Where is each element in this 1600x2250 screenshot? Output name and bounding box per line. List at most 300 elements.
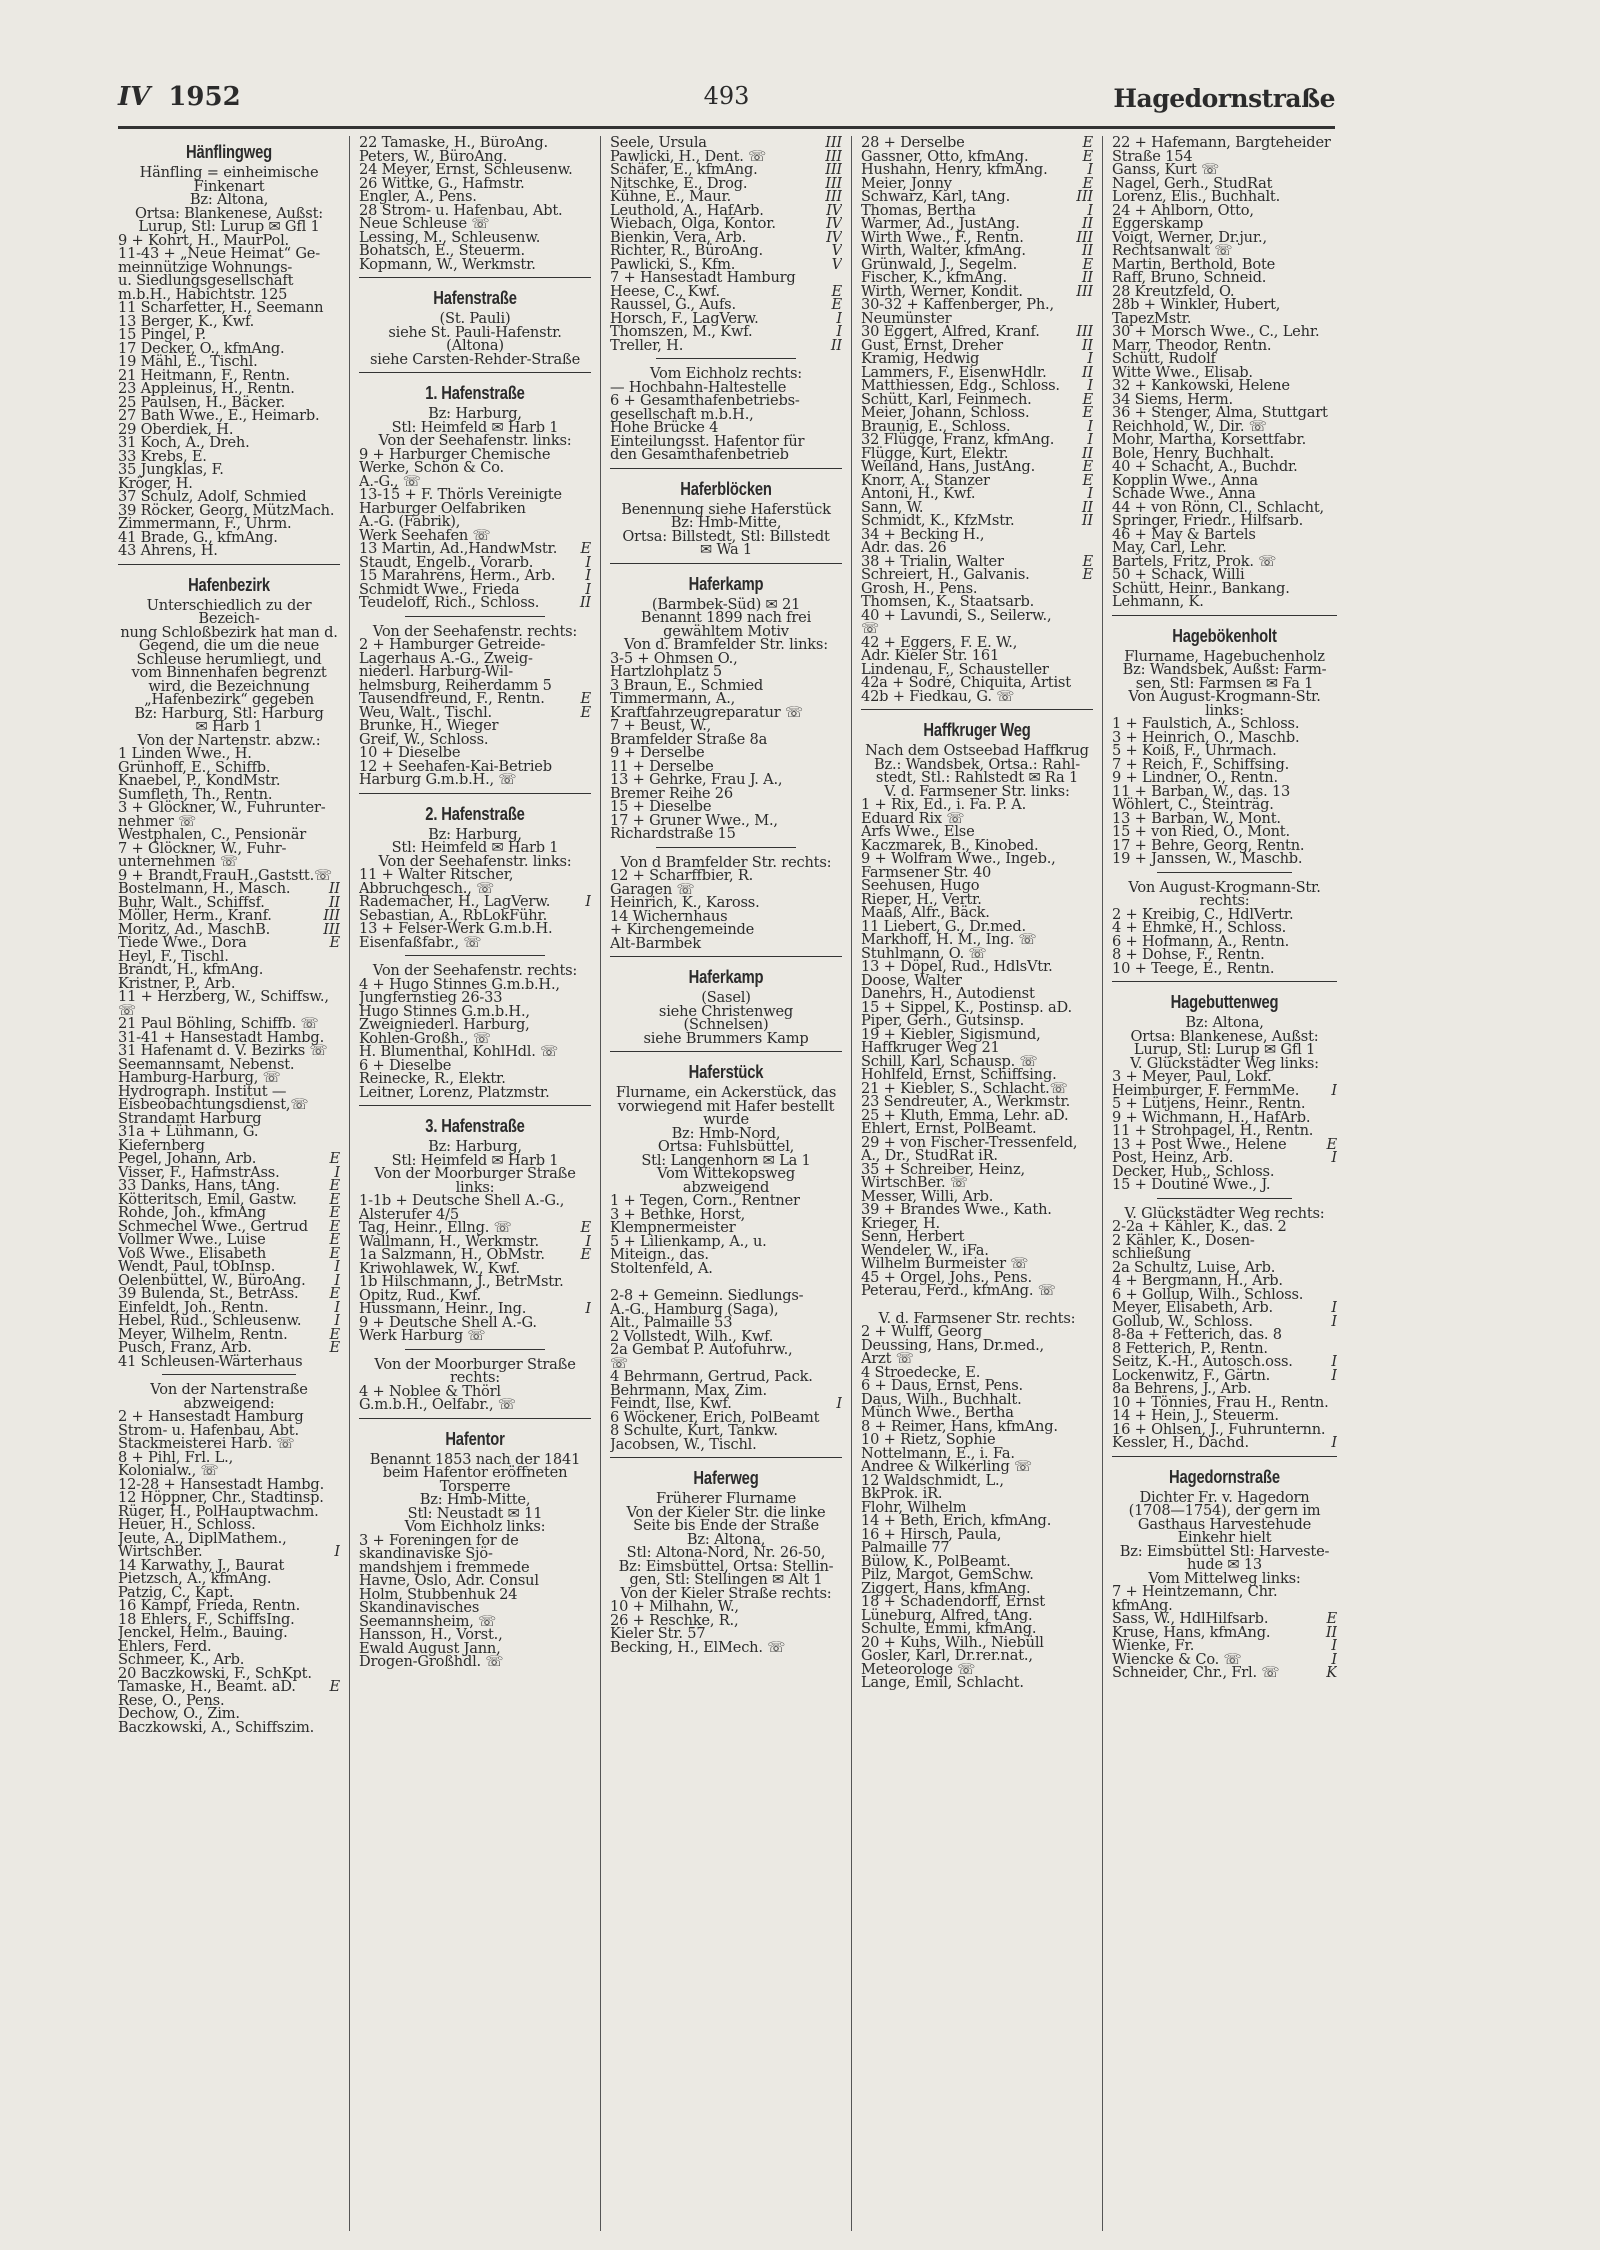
entry-text: 13 + Felser-Werk G.m.b.H. <box>359 920 553 937</box>
entry-text: Schmechel Wwe., Gertrud <box>118 1217 308 1235</box>
floor-marker: II <box>830 336 842 354</box>
entry-text: 13 + Barban, W., Mont. <box>1112 809 1281 827</box>
entry-text: Grosh, H., Pens. <box>861 579 978 597</box>
floor-marker: I <box>334 1543 340 1560</box>
entry-text: Bramfelder Straße 8a <box>610 730 768 748</box>
street-note: Hänfling = einheimische <box>139 164 319 181</box>
floor-marker: I <box>836 309 842 327</box>
street-heading: Haferkamp <box>688 573 764 594</box>
entry-text: Mohr, Martha, Korsettfabr. <box>1112 431 1307 448</box>
entry-text: gesellschaft m.b.H., <box>610 405 754 423</box>
street-note: (Sasel) <box>701 989 751 1006</box>
entry-text: 23 Appleinus, H., Rentn. <box>118 380 295 397</box>
entry-text: 22 + Hafemann, Bargteheider <box>1112 136 1331 151</box>
entry-text: Baczkowski, A., Schiffszim. <box>118 1718 315 1736</box>
street-note: Ortsa: Blankenese, Außst: <box>1130 1027 1319 1045</box>
section-rule <box>1112 981 1337 982</box>
entry-text: Bole, Henry, Buchhalt. <box>1112 444 1274 462</box>
street-heading: Haferstück <box>688 1062 764 1082</box>
entry-text: Kramig, Hedwig <box>861 350 980 367</box>
entry-text: Sann, W. <box>861 498 924 516</box>
entry-text: 1b Hilschmann, J., BetrMstr. <box>359 1273 564 1290</box>
floor-marker: E <box>1082 390 1093 408</box>
floor-marker: I <box>1087 377 1093 394</box>
entry-text: Andree & Wilkerling ☏ <box>861 1458 1033 1475</box>
entry-text: 28 Kreutzfeld, O. <box>1112 282 1235 300</box>
entry-text: 8 Fetterich, P., Rentn. <box>1112 1339 1268 1357</box>
entry-text: Heimburger, F. FernmMe. <box>1112 1081 1300 1099</box>
entry-text: Wiencke & Co. ☏ <box>1112 1650 1242 1668</box>
section-rule <box>610 468 842 469</box>
street-note: Früherer Flurname <box>655 1490 797 1507</box>
floor-marker: I <box>1331 1312 1337 1330</box>
entry-text: 24 Meyer, Ernst, Schleusenw. <box>359 161 573 178</box>
entry-text: 15 + von Ried, O., Mont. <box>1112 823 1290 840</box>
entry-text: Richardstraße 15 <box>610 825 736 842</box>
floor-marker: III <box>323 907 340 924</box>
street-note: nung Schloßbezirk hat man d. <box>120 623 338 641</box>
entry-text: 35 Jungklas, F. <box>118 461 224 478</box>
entry-text: Lockenwitz, F., Gärtn. <box>1112 1366 1271 1384</box>
entry-text: 46 + May & Bartels <box>1112 525 1256 543</box>
entry-text: Adr. das. 26 <box>861 539 947 556</box>
street-note: Von der Seehafenstr. rechts: <box>372 622 578 640</box>
entry-text: Lorenz, Elis., Buchhalt. <box>1112 188 1281 205</box>
street-note: Von der Seehafenstr. links: <box>378 852 572 870</box>
entry-text: ☏ <box>610 1354 629 1372</box>
entry-text: Sumfleth, Th., Rentn. <box>118 785 273 803</box>
floor-marker: V <box>831 242 842 259</box>
entry-text: Jungfernstieg 26-33 <box>359 989 503 1006</box>
floor-marker: E <box>1082 566 1093 583</box>
floor-marker: E <box>1326 1610 1337 1627</box>
entry-text: 31 Hafenamt d. V. Bezirks ☏ <box>118 1042 328 1059</box>
entry-text: 11 + Strohpagel, H., Rentn. <box>1112 1122 1314 1139</box>
entry-text: 28 Strom- u. Hafenbau, Abt. <box>359 201 563 219</box>
entry-text: 20 + Kuhs, Wilh., Niebüll <box>861 1633 1044 1651</box>
directory-entry <box>610 1259 842 1277</box>
entry-text: Gassner, Otto, kfmAng. <box>861 147 1029 165</box>
street-note: links: <box>455 1178 495 1196</box>
street-note: (Altona) <box>446 337 504 354</box>
floor-marker: I <box>334 1258 340 1275</box>
subsection-rule <box>1157 872 1292 873</box>
street-note: siehe Brummers Kamp <box>643 1029 809 1047</box>
entry-text: Kristner, P., Arb. <box>118 974 236 992</box>
entry-text: Warmer, Ad., JustAng. <box>861 215 1020 232</box>
street-heading: Hagebuttenweg <box>1170 992 1279 1012</box>
floor-marker: I <box>1087 485 1093 502</box>
entry-text: Weiland, Hans, JustAng. <box>861 458 1036 475</box>
street-note: abzweigend: <box>183 1394 275 1412</box>
floor-marker: E <box>329 1325 340 1343</box>
entry-text: Rese, O., Pens. <box>118 1691 225 1709</box>
entry-text: Opitz, Rud., Kwf. <box>359 1286 481 1304</box>
entry-text: Kopplin Wwe., Anna <box>1112 471 1258 489</box>
entry-text: Hugo Stinnes G.m.b.H., <box>359 1002 530 1020</box>
street-heading: Haferblöcken <box>680 478 772 499</box>
floor-marker: I <box>334 1312 340 1329</box>
entry-text: Hohe Brücke 4 <box>610 419 719 436</box>
section-rule <box>1112 615 1337 616</box>
entry-text: schließung <box>1112 1245 1191 1262</box>
street-note: Von der Seehafenstr. links: <box>378 432 572 449</box>
directory-entry <box>861 606 1093 624</box>
entry-text: 2 Kähler, K., Dosen- <box>1112 1231 1255 1249</box>
section-rule <box>861 709 1093 710</box>
street-note: Von der Nartenstr. abzw.: <box>137 731 321 749</box>
entry-text: Ganss, Kurt ☏ <box>1112 161 1220 178</box>
entry-text: Wilhelm Burmeister ☏ <box>861 1255 1029 1272</box>
entry-text: 10 + Teege, E., Rentn. <box>1112 959 1275 977</box>
entry-text: Oelenbüttel, W., BüroAng. <box>118 1271 306 1289</box>
entry-text: Meier, Jonny <box>861 174 952 192</box>
entry-text: 2 + Hansestadt Hamburg <box>118 1408 304 1425</box>
entry-text: Senn, Herbert <box>861 1228 965 1245</box>
entry-text: Alt., Palmaille 53 <box>610 1314 733 1331</box>
entry-text: Martin, Berthold, Bote <box>1112 255 1276 273</box>
entry-text: 10 + Dieselbe <box>359 744 461 761</box>
entry-text: G.m.b.H., Oelfabr., ☏ <box>359 1396 516 1413</box>
section-rule <box>359 1418 591 1419</box>
entry-text: Danehrs, H., Autodienst <box>861 985 1035 1002</box>
entry-text: 16 Kampf, Frieda, Rentn. <box>118 1597 301 1614</box>
entry-text: 19 Mähl, E., Tischl. <box>118 353 258 370</box>
entry-text: 11 + Barban, W., das. 13 <box>1112 782 1291 800</box>
street-note: „Hafenbezirk“ gegeben <box>144 691 314 708</box>
entry-text: Rechtsanwalt ☏ <box>1112 242 1233 259</box>
floor-marker: I <box>1331 1299 1337 1316</box>
entry-text: 2 Vollstedt, Wilh., Kwf. <box>610 1327 774 1345</box>
entry-text: Holm, Stubbenhuk 24 <box>359 1585 518 1603</box>
entry-text: 11 + Walter Ritscher, <box>359 866 514 883</box>
entry-text: Klempnermeister <box>610 1219 736 1236</box>
street-heading: Haffkruger Weg <box>923 720 1031 740</box>
entry-text: 5 + Koiß, F., Uhrmach. <box>1112 742 1277 759</box>
directory-entry <box>118 544 340 558</box>
directory-entry <box>359 933 591 951</box>
floor-marker: E <box>1082 552 1093 570</box>
street-note: Gegend, die um die neue <box>138 637 320 654</box>
entry-text: ☏ <box>118 1001 137 1019</box>
entry-text: Kruse, Hans, kfmAng. <box>1112 1623 1271 1641</box>
floor-marker: I <box>334 1298 340 1316</box>
street-note: siehe Christenweg <box>658 1002 794 1020</box>
section-rule <box>359 372 591 373</box>
entry-text: Hohlfeld, Ernst, Schiffsing. <box>861 1066 1057 1083</box>
entry-text: Witte Wwe., Elisab. <box>1112 363 1253 381</box>
entry-text: 9 + Wichmann, H., HafArb. <box>1112 1108 1311 1126</box>
floor-marker: I <box>585 567 591 584</box>
floor-marker: E <box>580 1219 591 1236</box>
floor-marker: II <box>328 893 340 911</box>
street-note: abzweigend <box>682 1178 770 1196</box>
entry-text: Reichhold, W., Dir. ☏ <box>1112 417 1267 435</box>
street-note: rechts: <box>449 1369 501 1386</box>
column-2 <box>359 136 591 2236</box>
street-note: wird, die Bezeichnung <box>148 677 310 695</box>
street-note: Benannt 1899 nach frei <box>640 609 812 626</box>
entry-text: Hushahn, Henry, kfmAng. <box>861 161 1048 178</box>
directory-entry <box>610 1638 842 1656</box>
entry-text: 41 Schleusen-Wärterhaus <box>118 1352 303 1370</box>
entry-text: Eisbeobachtungsdienst,☏ <box>118 1096 309 1113</box>
directory-entry <box>861 687 1093 705</box>
street-note: (Barmbek-Süd) ✉ 21 <box>651 595 801 613</box>
street-note: vorwiegend mit Hafer bestellt <box>617 1097 835 1115</box>
directory-entry <box>1112 852 1337 866</box>
entry-text: 3 Braun, E., Schmied <box>610 676 764 694</box>
street-heading: 2. Hafenstraße <box>425 803 525 824</box>
entry-text: Schütt, Heinr., Bankang. <box>1112 579 1290 597</box>
floor-marker: I <box>1331 1149 1337 1166</box>
entry-text: Teudeloff, Rich., Schloss. <box>359 594 540 611</box>
entry-text: 10 + Milhahn, W., <box>610 1598 739 1615</box>
entry-text: 8-8a + Fetterich, das. 8 <box>1112 1326 1282 1343</box>
entry-text: Zimmermann, F., Uhrm. <box>118 515 292 532</box>
entry-text: Voß Wwe., Elisabeth <box>118 1244 267 1262</box>
entry-text: Schmeer, K., Arb. <box>118 1651 245 1668</box>
floor-marker: E <box>1082 147 1093 165</box>
entry-text: 9 + Harburger Chemische <box>359 445 551 463</box>
entry-text: Farmsener Str. 40 <box>861 863 992 881</box>
entry-text: Wallmann, H., Werkmstr. <box>359 1232 539 1250</box>
entry-text: Nottelmann, E., i. Fa. <box>861 1444 1015 1462</box>
entry-text: Hamburg-Harburg, ☏ <box>118 1069 281 1086</box>
entry-text: 18 Ehlers, F., SchiffsIng. <box>118 1610 295 1628</box>
floor-marker: II <box>1325 1623 1337 1641</box>
entry-text: Werke, Schön & Co. <box>359 459 504 476</box>
street-note: gen, Stl: Stellingen ✉ Alt 1 <box>629 1571 823 1588</box>
street-heading: Haferkamp <box>688 967 764 987</box>
entry-text: 18 + Schadendorff, Ernst <box>861 1593 1045 1610</box>
street-note: V. d. Farmsener Str. rechts: <box>878 1309 1076 1327</box>
section-rule <box>610 563 842 564</box>
floor-marker: K <box>1326 1664 1337 1681</box>
directory-entry <box>359 596 591 610</box>
street-heading: Hagedornstraße <box>1169 1466 1280 1487</box>
street-note: Stl: Heimfeld ✉ Harb 1 <box>391 1151 559 1169</box>
floor-marker: II <box>1081 498 1093 516</box>
entry-text: Kötteritsch, Emil, Gastw. <box>118 1190 297 1208</box>
entry-text: Knaebel, P., KondMstr. <box>118 772 281 789</box>
street-note: Bz: Altona, <box>686 1530 766 1548</box>
entry-text: 28b + Winkler, Hubert, <box>1112 296 1281 313</box>
directory-entry <box>610 827 842 841</box>
entry-text: 29 Oberdiek, H. <box>118 420 234 438</box>
entry-text: Fischer, K., kfmAng. <box>861 269 1007 286</box>
entry-text: Alt-Barmbek <box>610 934 701 952</box>
floor-marker: III <box>825 174 842 192</box>
entry-text: Kaczmarek, B., Kinobed. <box>861 836 1039 854</box>
street-note: Stl: Heimfeld ✉ Harb 1 <box>391 839 559 856</box>
entry-text: Grünwald, J., Segelm. <box>861 255 1018 273</box>
entry-text: 9 + Lindner, O., Rentn. <box>1112 769 1278 786</box>
entry-text: Tag, Heinr., Ellng. ☏ <box>359 1219 512 1236</box>
entry-text: Engler, A., Pens. <box>359 188 477 205</box>
street-note: Ortsa: Blankenese, Außst: <box>135 204 323 222</box>
entry-text: A.-G. (Fabrik), <box>359 513 461 530</box>
column-5 <box>1112 136 1337 2236</box>
street-note: Von August-Krogmann-Str. <box>1128 688 1321 705</box>
entry-text: 9 + Deutsche Shell A.-G. <box>359 1313 537 1331</box>
subsection-rule <box>656 847 795 848</box>
entry-text: Schwarz, Karl, tAng. <box>861 188 1011 205</box>
floor-marker: II <box>1081 444 1093 462</box>
entry-text: 50 + Schack, Willi <box>1112 566 1245 583</box>
entry-text: 17 + Behre, Georg, Rentn. <box>1112 836 1305 854</box>
entry-text: 2 + Wulff, Georg <box>861 1323 983 1340</box>
entry-text: WirtschBer. <box>118 1543 203 1560</box>
entry-text: Greif, W., Schloss. <box>359 730 489 748</box>
entry-text: Wöhlert, C., Steinträg. <box>1112 796 1274 813</box>
entry-text: Bostelmann, H., Masch. <box>118 880 291 897</box>
entry-text: Adr. Kieler Str. 161 <box>861 647 1000 664</box>
street-note: vom Binnenhafen begrenzt <box>131 664 327 681</box>
entry-text: 2-8 + Gemeinn. Siedlungs- <box>610 1287 804 1304</box>
floor-marker: I <box>1087 201 1093 219</box>
entry-text: May, Carl, Lehr. <box>1112 539 1227 556</box>
subsection-rule <box>405 1349 544 1350</box>
entry-text: Antoni, H., Kwf. <box>861 485 976 502</box>
street-note: Flurname, ein Ackerstück, das <box>615 1084 837 1101</box>
entry-text: Rademacher, H., LagVerw. <box>359 893 551 910</box>
street-note: Vom Wittekopsweg <box>657 1165 795 1182</box>
entry-text: 8a Behrens, J., Arb. <box>1112 1380 1252 1397</box>
directory-entry <box>118 1352 340 1370</box>
street-note: Bz.: Wandsbek, Ortsa.: Rahl- <box>874 755 1080 773</box>
entry-text: Pietzsch, A., kfmAng. <box>118 1570 272 1587</box>
entry-text: niederl. Harburg-Wil- <box>359 663 514 680</box>
entry-text: A.-G., ☏ <box>359 472 421 490</box>
directory-entry <box>1112 595 1337 609</box>
entry-text: 6 Wöckener, Erich, PolBeamt <box>610 1408 820 1426</box>
street-note: siehe St. Pauli-Hafenstr. <box>388 323 562 341</box>
entry-text: Hebel, Rud., Schleusenw. <box>118 1312 302 1329</box>
entry-text: A.-G., Hamburg (Saga), <box>610 1300 779 1318</box>
entry-text: 4 + Noblee & Thörl <box>359 1382 501 1400</box>
entry-text: 25 + Kluth, Emma, Lehr. aD. <box>861 1106 1069 1124</box>
street-note: gewähltem Motiv <box>663 622 789 640</box>
entry-text: Decker, Hub., Schloss. <box>1112 1162 1275 1180</box>
floor-marker: E <box>329 1339 340 1356</box>
floor-marker: E <box>329 1244 340 1262</box>
entry-text: Reinecke, R., Elektr. <box>359 1070 506 1087</box>
entry-text: unternehmen ☏ <box>118 853 238 870</box>
entry-text: 12 Höppner, Chr., Stadtinsp. <box>118 1489 324 1506</box>
floor-marker: I <box>585 1300 591 1317</box>
entry-text: Schade Wwe., Anna <box>1112 485 1256 502</box>
entry-text: Münch Wwe., Bertha <box>861 1404 1014 1421</box>
directory-entry <box>610 336 842 354</box>
entry-text: 15 + Sippel, K., Postinsp. aD. <box>861 998 1072 1016</box>
street-note: Dichter Fr. v. Hagedorn <box>1139 1488 1310 1506</box>
street-note: Torsperre <box>439 1477 511 1495</box>
directory-entry <box>118 990 340 1004</box>
entry-text: TapezMstr. <box>1112 309 1192 327</box>
entry-text: 21 Paul Böhling, Schiffb. ☏ <box>118 1015 319 1032</box>
entry-text: 9 + Kohrt, H., MaurPol. <box>118 231 289 249</box>
entry-text: + Kirchengemeinde <box>610 921 755 938</box>
street-note: V. Glückstädter Weg rechts: <box>1124 1204 1325 1222</box>
street-note: Unterschiedlich zu der Bezeich- <box>146 596 312 627</box>
entry-text: Schmidt, K., KfzMstr. <box>861 512 1015 529</box>
street-note: Finkenart <box>193 177 265 195</box>
entry-text: 6 + Gollup, Wilh., Schloss. <box>1112 1285 1304 1303</box>
entry-text: Gust, Ernst, Dreher <box>861 336 1003 354</box>
street-note: Von der Moorburger Straße <box>374 1165 576 1182</box>
floor-marker: I <box>836 323 842 340</box>
street-note: Seite bis Ende der Straße <box>633 1517 819 1534</box>
entry-text: 16 + Ohlsen, J., Fuhrunternn. <box>1112 1420 1326 1438</box>
entry-text: 19 + Kiebler, Sigismund, <box>861 1025 1041 1043</box>
floor-marker: IV <box>826 228 842 246</box>
entry-text: Lammers, F., EisenwHdlr. <box>861 363 1047 381</box>
entry-text: Arzt ☏ <box>861 1350 914 1367</box>
entry-text: Buhr, Walt., Schiffsf. <box>118 893 265 911</box>
column-divider <box>349 136 350 2231</box>
entry-text: 7 + Reich, F., Schiffsing. <box>1112 755 1290 773</box>
entry-text: ☏ <box>861 620 880 637</box>
entry-text: Werk Harburg ☏ <box>359 1327 486 1344</box>
street-note: Stl: Heimfeld ✉ Harb 1 <box>391 418 559 436</box>
street-note: Schleuse herumliegt, und <box>136 650 322 668</box>
entry-text: Meier, Johann, Schloss. <box>861 404 1030 421</box>
street-note: links: <box>1205 701 1244 719</box>
header-rule <box>118 126 1335 129</box>
floor-marker: III <box>825 136 842 151</box>
directory-entry <box>118 1718 340 1736</box>
entry-text: 6 + Daus, Ernst, Pens. <box>861 1377 1023 1394</box>
directory-entry <box>861 1676 1093 1690</box>
section-rule <box>359 277 591 278</box>
street-note: Von der Kieler Str. die linke <box>626 1503 826 1521</box>
entry-text: 11 + Derselbe <box>610 757 714 775</box>
section-rule <box>1112 1456 1337 1457</box>
entry-text: kfmAng. <box>1112 1596 1173 1614</box>
column-divider <box>851 136 852 2231</box>
street-note: Benennung siehe Haferstück <box>621 500 831 518</box>
entry-text: mandshjem i fremmede <box>359 1558 530 1576</box>
street-heading: 3. Hafenstraße <box>425 1116 525 1136</box>
running-head: Hagedornstraße <box>1113 84 1335 113</box>
floor-marker: I <box>1331 1434 1337 1451</box>
entry-text: 13 Martin, Ad.,HandwMstr. <box>359 540 558 557</box>
floor-marker: II <box>1081 512 1093 529</box>
entry-text: 21 + Kiebler, S., Schlacht.☏ <box>861 1079 1068 1097</box>
entry-text: 3 + Heinrich, O., Maschb. <box>1112 728 1300 746</box>
entry-text: Thomas, Bertha <box>861 201 976 219</box>
entry-text: Seemannsheim, ☏ <box>359 1612 497 1630</box>
entry-text: 31-41 + Hansestadt Hambg. <box>118 1028 325 1046</box>
entry-text: 35 + Schreiber, Heinz, <box>861 1160 1025 1178</box>
entry-text: Lessing, M., Schleusenw. <box>359 228 541 246</box>
entry-text: WirtschBer. ☏ <box>861 1174 968 1191</box>
street-note: Bz: Wandsbek, Außst: Farm- <box>1122 661 1327 678</box>
entry-text: Doose, Walter <box>861 971 962 989</box>
entry-text: Möller, Herm., Kranf. <box>118 907 272 924</box>
entry-text: 1 + Rix, Ed., i. Fa. P. A. <box>861 796 1027 813</box>
entry-text: Behrmann, Max, Zim. <box>610 1381 767 1399</box>
directory-entry <box>861 1284 1093 1298</box>
subsection-rule <box>162 1374 295 1375</box>
entry-text: Richter, R., BüroAng. <box>610 242 763 259</box>
entry-text: 34 + Becking H., <box>861 525 985 543</box>
entry-text: Heese, C., Kwf. <box>610 282 720 300</box>
street-note: beim Hafentor eröffneten <box>382 1464 568 1481</box>
entry-text: 6 + Hofmann, A., Rentn. <box>1112 932 1290 950</box>
column-divider <box>1102 136 1103 2231</box>
